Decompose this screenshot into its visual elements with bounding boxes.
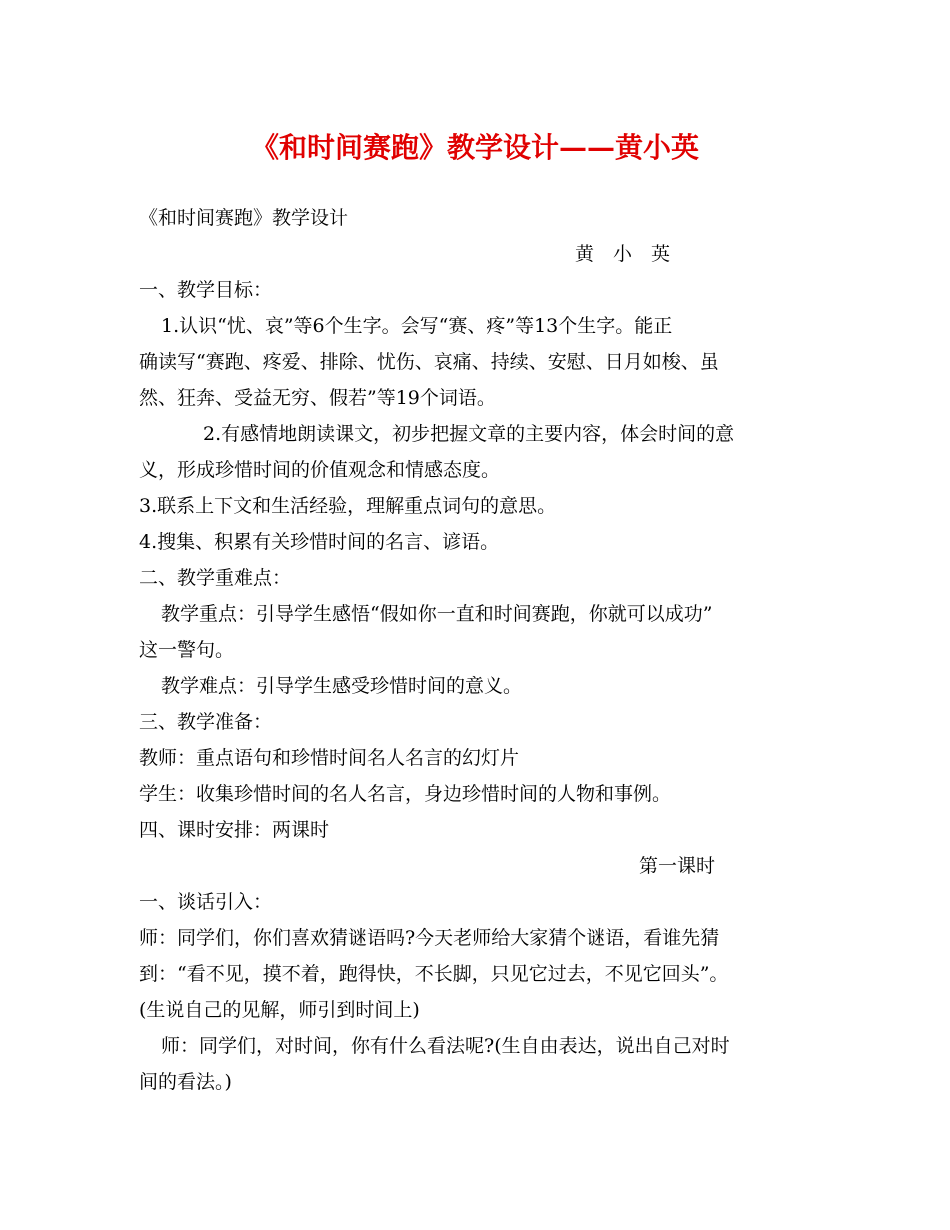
- paragraph-line: 1.认识“忧、哀”等6个生字。会写“赛、疼”等13个生字。能正: [161, 315, 673, 337]
- document-body: [139, 200, 829, 1100]
- paragraph-line: 然、狂奔、受益无穷、假若”等19个词语。: [139, 387, 496, 409]
- paragraph-line: 这一警句。: [139, 639, 235, 661]
- section-heading-schedule: 四、课时安排：两课时: [139, 819, 330, 841]
- paragraph-line: 确读写“赛跑、疼爱、排除、忧伤、哀痛、持续、安慰、日月如梭、虽: [139, 351, 719, 373]
- paragraph-line: 师：同学们，你们喜欢猜谜语吗?今天老师给大家猜个谜语，看谁先猜: [139, 927, 720, 949]
- section-heading-intro: 一、谈话引入：: [139, 891, 273, 913]
- paragraph-line: 教师：重点语句和珍惜时间名人名言的幻灯片: [139, 747, 520, 769]
- paragraph-line: (生说自己的见解，师引到时间上): [139, 999, 420, 1021]
- paragraph-line: 师：同学们，对时间，你有什么看法呢?(生自由表达，说出自己对时: [161, 1035, 730, 1057]
- author-name: 黄 小 英: [575, 243, 671, 265]
- document-subtitle: 《和时间赛跑》教学设计: [139, 207, 349, 229]
- paragraph-line: 3.联系上下文和生活经验，理解重点词句的意思。: [139, 495, 557, 517]
- paragraph-line: 教学难点：引导学生感受珍惜时间的意义。: [161, 675, 523, 697]
- paragraph-line: 义，形成珍惜时间的价值观念和情感态度。: [139, 459, 501, 481]
- paragraph-line: 教学重点：引导学生感悟“假如你一直和时间赛跑，你就可以成功”: [161, 603, 713, 625]
- section-heading-goals: 一、教学目标：: [139, 279, 273, 301]
- paragraph-line: 学生：收集珍惜时间的名人名言，身边珍惜时间的人物和事例。: [139, 783, 672, 805]
- paragraph-line: 2.有感情地朗读课文，初步把握文章的主要内容，体会时间的意: [203, 423, 735, 445]
- paragraph-line: 到：“看不见，摸不着，跑得快，不长脚，只见它过去，不见它回头”。: [139, 963, 729, 985]
- paragraph-line: 4.搜集、积累有关珍惜时间的名言、谚语。: [139, 531, 500, 553]
- paragraph-line: 间的看法。): [139, 1071, 232, 1093]
- section-heading-preparation: 三、教学准备：: [139, 711, 273, 733]
- document-title: 《和时间赛跑》教学设计——黄小英: [250, 131, 699, 164]
- lesson-heading: 第一课时: [639, 855, 716, 877]
- section-heading-key-points: 二、教学重难点：: [139, 567, 292, 589]
